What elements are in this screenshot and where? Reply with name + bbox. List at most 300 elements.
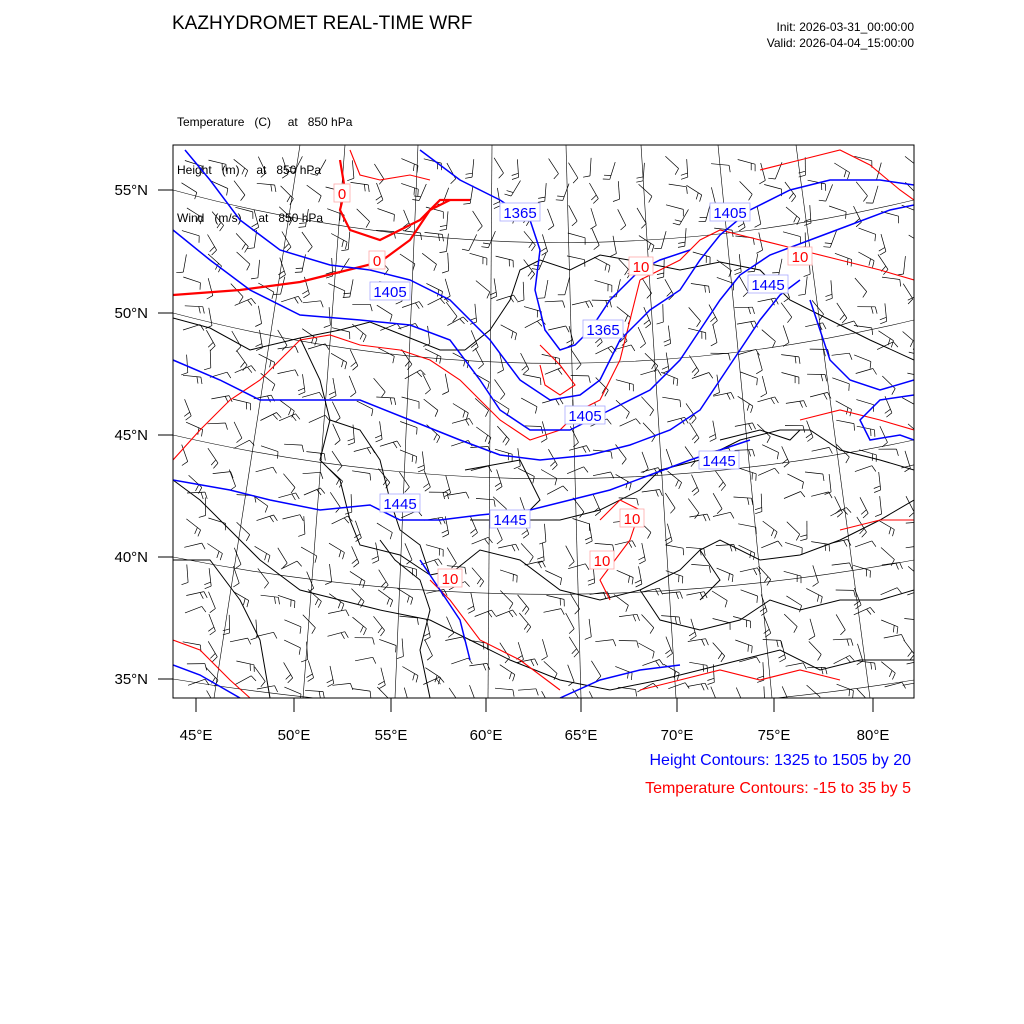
wind-barb bbox=[620, 419, 636, 427]
wind-barb bbox=[496, 256, 513, 260]
wind-barb bbox=[665, 493, 675, 508]
wind-barb bbox=[786, 401, 804, 404]
wind-barb-feather bbox=[873, 261, 875, 268]
wind-barb-feather bbox=[247, 264, 250, 270]
wind-barb-feather bbox=[905, 468, 911, 472]
wind-barb-feather bbox=[825, 544, 826, 551]
wind-barb-feather bbox=[439, 234, 440, 241]
wind-barb-feather bbox=[469, 419, 473, 425]
wind-barb-feather bbox=[607, 419, 611, 424]
wind-barb-feather bbox=[710, 438, 716, 441]
wind-barb bbox=[449, 688, 459, 703]
wind-barb-feather bbox=[557, 196, 564, 197]
wind-barb-feather bbox=[846, 508, 851, 513]
wind-barb-feather bbox=[639, 561, 645, 564]
wind-barb-feather bbox=[275, 597, 276, 604]
wind-barb-feather bbox=[200, 218, 202, 225]
wind-barb-feather bbox=[844, 540, 847, 546]
wind-barb-feather bbox=[425, 390, 430, 395]
wind-barb-feather bbox=[555, 479, 557, 486]
wind-barb bbox=[667, 524, 672, 541]
wind-barb bbox=[304, 516, 305, 534]
wind-barb-feather bbox=[777, 452, 778, 459]
wind-barb-feather bbox=[605, 264, 607, 271]
wind-barb-feather bbox=[675, 617, 676, 624]
wind-barb-feather bbox=[247, 248, 254, 249]
wind-barb bbox=[302, 232, 312, 247]
wind-barb-feather bbox=[292, 415, 296, 421]
wind-barb-feather bbox=[757, 568, 760, 574]
wind-barb bbox=[278, 370, 296, 374]
wind-barb bbox=[566, 546, 575, 562]
wind-barb-feather bbox=[586, 541, 592, 544]
wind-barb bbox=[830, 230, 836, 247]
wind-barb bbox=[255, 546, 270, 555]
wind-barb bbox=[279, 207, 292, 219]
wind-barb bbox=[349, 376, 356, 393]
wind-barb-feather bbox=[343, 297, 350, 298]
wind-barb bbox=[235, 676, 251, 685]
wind-barb-feather bbox=[278, 452, 279, 459]
wind-barb bbox=[428, 297, 444, 305]
wind-barb bbox=[713, 325, 717, 343]
wind-barb-feather bbox=[312, 628, 316, 634]
height-label: 1365 bbox=[503, 205, 537, 222]
wind-barb-feather bbox=[700, 195, 702, 202]
wind-barb-feather bbox=[381, 582, 386, 587]
wind-barb bbox=[904, 619, 922, 621]
wind-barb-feather bbox=[756, 527, 757, 534]
wind-barb-feather bbox=[494, 206, 500, 209]
temperature-label: 10 bbox=[593, 553, 611, 570]
wind-barb-feather bbox=[749, 450, 751, 457]
wind-barb bbox=[832, 353, 850, 355]
wind-barb-feather bbox=[863, 292, 867, 298]
wind-barb-feather bbox=[719, 482, 724, 487]
wind-barb-feather bbox=[595, 511, 600, 515]
wind-barb-feather bbox=[924, 292, 929, 297]
wind-barb-feather bbox=[588, 579, 595, 581]
wind-barb bbox=[331, 353, 347, 362]
wind-barb-feather bbox=[675, 169, 678, 175]
wind-barb bbox=[208, 448, 218, 463]
wind-barb-feather bbox=[667, 653, 673, 657]
wind-barb-feather bbox=[650, 628, 654, 634]
field-temperature: Temperature (C) at 850 hPa bbox=[177, 115, 353, 129]
wind-barb-feather bbox=[729, 354, 731, 361]
wind-barb bbox=[613, 236, 616, 254]
wind-barb-feather bbox=[440, 677, 444, 682]
wind-barb bbox=[331, 234, 347, 243]
wind-barb-feather bbox=[378, 681, 384, 684]
wind-barb-feather bbox=[585, 564, 589, 570]
wind-barb-feather bbox=[893, 625, 894, 632]
wind-barb bbox=[787, 522, 800, 535]
wind-barb-feather bbox=[749, 307, 751, 314]
wind-barb-feather bbox=[924, 589, 928, 595]
wind-barb-feather bbox=[509, 603, 513, 609]
wind-barb-feather bbox=[386, 700, 390, 706]
wind-barb-feather bbox=[637, 499, 639, 506]
wind-barb bbox=[856, 400, 873, 405]
wind-barb bbox=[855, 541, 872, 547]
lon-label: 80°E bbox=[856, 727, 890, 744]
wind-barb-feather bbox=[754, 569, 757, 575]
wind-barb-feather bbox=[268, 556, 270, 563]
wind-barb-feather bbox=[649, 196, 652, 202]
wind-barb bbox=[236, 661, 254, 665]
wind-barb bbox=[210, 350, 211, 368]
wind-barb-feather bbox=[610, 254, 616, 257]
wind-barb-feather bbox=[863, 513, 868, 518]
wind-barb-feather bbox=[753, 450, 755, 457]
wind-barb-feather bbox=[209, 703, 214, 708]
wind-barb-feather bbox=[608, 348, 613, 353]
wind-barb-feather bbox=[512, 177, 519, 179]
wind-barb-feather bbox=[542, 561, 545, 567]
wind-barb bbox=[834, 163, 849, 173]
wind-barb-feather bbox=[918, 212, 919, 219]
wind-barb bbox=[521, 543, 533, 556]
wind-barb-feather bbox=[529, 242, 533, 248]
wind-barb-feather bbox=[731, 512, 734, 518]
wind-barb bbox=[735, 640, 752, 646]
wind-barb-feather bbox=[378, 627, 382, 633]
wind-barb-feather bbox=[919, 436, 922, 442]
wind-barb bbox=[425, 668, 440, 678]
wind-barb-feather bbox=[861, 510, 866, 515]
wind-barb-feather bbox=[792, 196, 796, 202]
temperature-label: 10 bbox=[632, 259, 650, 276]
wind-barb bbox=[548, 326, 566, 330]
wind-barb-feather bbox=[708, 682, 715, 684]
wind-barb bbox=[189, 475, 202, 487]
wind-barb-feather bbox=[692, 418, 697, 423]
wind-barb-feather bbox=[440, 229, 447, 230]
wind-barb bbox=[357, 209, 370, 222]
wind-barb-feather bbox=[583, 176, 590, 177]
height-label: 1445 bbox=[702, 453, 736, 470]
wind-barb-feather bbox=[908, 651, 912, 656]
wind-barb bbox=[829, 474, 831, 492]
wind-barb bbox=[734, 497, 752, 498]
wind-barb bbox=[854, 355, 871, 362]
wind-barb-feather bbox=[370, 474, 371, 481]
wind-barb-feather bbox=[799, 357, 800, 364]
wind-barb-feather bbox=[664, 343, 670, 346]
wind-barb-feather bbox=[542, 252, 548, 256]
wind-barb-feather bbox=[337, 466, 342, 471]
wind-barb-feather bbox=[897, 449, 899, 456]
wind-barb bbox=[500, 570, 517, 576]
wind-barb-feather bbox=[531, 245, 535, 251]
wind-barb-feather bbox=[472, 533, 478, 537]
wind-barb-feather bbox=[513, 675, 515, 682]
wind-barb-feather bbox=[273, 467, 277, 473]
wind-barb-feather bbox=[758, 704, 765, 706]
wind-barb bbox=[784, 571, 801, 576]
wind-barb bbox=[278, 595, 295, 601]
wind-barb bbox=[878, 255, 888, 270]
wind-barb bbox=[281, 561, 297, 569]
wind-barb-feather bbox=[563, 486, 568, 491]
wind-barb bbox=[786, 207, 800, 219]
wind-barb-feather bbox=[727, 393, 730, 399]
wind-barb-feather bbox=[840, 315, 845, 320]
wind-barb-feather bbox=[352, 559, 357, 563]
wind-barb bbox=[182, 183, 197, 193]
wind-barb bbox=[829, 206, 846, 212]
wind-barb bbox=[903, 284, 913, 299]
wind-barb-feather bbox=[764, 629, 770, 633]
wind-barb-feather bbox=[657, 273, 664, 275]
wind-barb-feather bbox=[692, 435, 697, 440]
wind-barb-feather bbox=[460, 319, 465, 324]
wind-barb bbox=[881, 588, 898, 595]
wind-barb bbox=[713, 664, 714, 682]
wind-barb bbox=[858, 252, 874, 261]
wind-barb-feather bbox=[282, 174, 288, 178]
wind-barb-feather bbox=[806, 434, 812, 438]
wind-barb bbox=[284, 662, 293, 678]
wind-barb bbox=[284, 687, 301, 694]
wind-barb-feather bbox=[418, 189, 419, 196]
wind-barb-feather bbox=[807, 437, 813, 441]
wind-barb-feather bbox=[208, 627, 214, 631]
wind-barb bbox=[713, 619, 730, 623]
wind-barb-feather bbox=[865, 702, 869, 708]
wind-barb bbox=[350, 571, 365, 581]
wind-barb-feather bbox=[298, 388, 304, 391]
wind-barb bbox=[856, 182, 867, 196]
wind-barb bbox=[879, 520, 895, 529]
wind-barb-feather bbox=[344, 518, 349, 523]
wind-barb-feather bbox=[585, 537, 591, 540]
wind-barb-feather bbox=[478, 364, 483, 369]
wind-barb-feather bbox=[300, 627, 301, 634]
temperature-label: 10 bbox=[623, 511, 641, 528]
wind-barb-feather bbox=[200, 593, 203, 599]
wind-barb-feather bbox=[372, 556, 378, 559]
wind-barb-feather bbox=[297, 561, 302, 566]
plot-frame bbox=[173, 145, 914, 698]
wind-barb-feather bbox=[577, 364, 582, 369]
wind-barb bbox=[399, 565, 416, 570]
temperature-label: 10 bbox=[791, 249, 809, 266]
wind-barb-feather bbox=[345, 632, 349, 638]
wind-barb-feather bbox=[748, 645, 749, 652]
wind-barb-feather bbox=[363, 581, 365, 588]
wind-barb bbox=[686, 547, 704, 549]
height-label: 1405 bbox=[713, 205, 747, 222]
wind-barb-feather bbox=[875, 663, 876, 670]
wind-barb bbox=[781, 355, 799, 357]
wind-barb-feather bbox=[757, 680, 764, 682]
wind-barb-feather bbox=[267, 396, 270, 402]
wind-barb-feather bbox=[208, 342, 213, 347]
wind-barb-feather bbox=[657, 322, 664, 324]
wind-barb bbox=[518, 689, 536, 690]
wind-barb-feather bbox=[202, 543, 205, 549]
graticule bbox=[173, 145, 914, 710]
lon-label: 65°E bbox=[564, 727, 598, 744]
wind-barb bbox=[836, 401, 852, 410]
wind-barb bbox=[233, 591, 249, 600]
wind-barb bbox=[282, 157, 288, 174]
wind-barb-feather bbox=[875, 307, 877, 314]
wind-barb bbox=[188, 679, 205, 685]
wind-barb bbox=[907, 589, 924, 595]
wind-barb bbox=[472, 568, 484, 582]
wind-barb-feather bbox=[419, 302, 423, 308]
wind-barb bbox=[638, 327, 646, 343]
wind-barb bbox=[616, 474, 632, 483]
wind-barb-feather bbox=[757, 596, 758, 603]
wind-barb bbox=[476, 427, 491, 438]
wind-barb bbox=[736, 688, 743, 705]
wind-barb-feather bbox=[631, 345, 635, 351]
wind-barb bbox=[281, 186, 294, 199]
wind-barb bbox=[328, 283, 344, 290]
wind-barb-feather bbox=[335, 440, 340, 445]
wind-barb-feather bbox=[477, 578, 481, 584]
wind-barb bbox=[545, 183, 546, 201]
wind-barb-feather bbox=[264, 583, 268, 589]
wind-barb-feather bbox=[867, 609, 871, 614]
wind-barb bbox=[258, 568, 269, 582]
wind-barb bbox=[206, 330, 215, 346]
wind-barb bbox=[257, 686, 275, 689]
wind-barb-feather bbox=[505, 440, 509, 446]
wind-barb-feather bbox=[924, 660, 927, 666]
wind-barb bbox=[688, 639, 706, 642]
wind-barb-feather bbox=[664, 339, 671, 342]
wind-barb-feather bbox=[694, 438, 699, 443]
wind-barb-feather bbox=[390, 600, 393, 607]
wind-barb bbox=[758, 353, 763, 370]
wind-barb-feather bbox=[324, 325, 331, 327]
wind-barb-feather bbox=[447, 492, 449, 499]
wind-barb bbox=[781, 303, 792, 318]
wind-barb-feather bbox=[829, 544, 830, 551]
wind-barb bbox=[784, 614, 797, 627]
wind-barb bbox=[782, 373, 799, 378]
wind-barb-feather bbox=[846, 212, 847, 219]
wind-barb-feather bbox=[295, 346, 298, 353]
wind-barb-feather bbox=[291, 488, 295, 494]
wind-barb-feather bbox=[413, 164, 414, 171]
wind-barb-feather bbox=[611, 472, 614, 478]
wind-barb bbox=[258, 260, 260, 278]
temperature-contours bbox=[173, 150, 914, 698]
wind-barb bbox=[447, 548, 456, 564]
wind-barb bbox=[328, 632, 345, 637]
wind-barb bbox=[762, 330, 776, 342]
wind-barb-feather bbox=[271, 185, 272, 192]
wind-barb-feather bbox=[572, 649, 577, 654]
wind-barb-feather bbox=[255, 324, 261, 327]
wind-barb-feather bbox=[917, 683, 920, 689]
wind-barb-feather bbox=[373, 657, 376, 663]
wind-barb-feather bbox=[799, 175, 806, 177]
wind-barb bbox=[571, 349, 581, 364]
wind-barb bbox=[764, 686, 765, 704]
wind-barb bbox=[595, 543, 613, 545]
wind-barb-feather bbox=[753, 307, 755, 314]
wind-barb-feather bbox=[636, 584, 642, 587]
wind-barb-feather bbox=[854, 601, 860, 605]
wind-barb-feather bbox=[393, 356, 395, 363]
wind-barb-feather bbox=[800, 606, 802, 613]
wind-barb bbox=[836, 614, 845, 630]
wind-barb bbox=[568, 233, 585, 238]
wind-barb-feather bbox=[270, 516, 274, 522]
wind-barb-feather bbox=[743, 292, 748, 297]
wind-barb-feather bbox=[512, 173, 519, 175]
wind-barb-feather bbox=[687, 187, 688, 194]
wind-barb-feather bbox=[530, 557, 534, 563]
wind-barb bbox=[855, 466, 872, 472]
wind-barb bbox=[333, 378, 336, 396]
wind-barb bbox=[473, 211, 483, 226]
wind-barb-feather bbox=[251, 298, 255, 304]
wind-barb-feather bbox=[649, 243, 651, 250]
wind-barb-feather bbox=[226, 423, 228, 430]
wind-barb-feather bbox=[636, 690, 637, 697]
wind-barb bbox=[693, 252, 710, 257]
wind-barb-feather bbox=[338, 602, 340, 609]
wind-barb-feather bbox=[609, 266, 611, 273]
wind-barb-feather bbox=[245, 171, 248, 177]
wind-barb-feather bbox=[527, 627, 531, 633]
wind-barb-feather bbox=[869, 259, 871, 266]
wind-barb bbox=[333, 424, 341, 440]
wind-barb-feather bbox=[490, 296, 496, 299]
wind-barb-feather bbox=[203, 307, 205, 314]
wind-barb bbox=[782, 446, 790, 462]
wind-barb bbox=[738, 160, 755, 165]
wind-barb-feather bbox=[779, 655, 785, 658]
wind-barb-feather bbox=[870, 607, 875, 613]
latitude-ticks bbox=[158, 190, 173, 679]
wind-barb-feather bbox=[440, 252, 447, 253]
wind-barb-feather bbox=[393, 442, 397, 448]
wind-barb bbox=[903, 682, 921, 685]
wind-barb-feather bbox=[204, 592, 207, 598]
wind-barb bbox=[902, 398, 918, 407]
wind-barb bbox=[589, 691, 597, 707]
wind-barb-feather bbox=[755, 508, 762, 510]
wind-barb-feather bbox=[217, 222, 221, 228]
wind-barb-feather bbox=[220, 225, 224, 231]
wind-barb-feather bbox=[875, 514, 882, 517]
wind-barb bbox=[855, 278, 867, 292]
wind-barb-feather bbox=[345, 242, 347, 249]
wind-barb bbox=[661, 231, 666, 248]
wind-barb-feather bbox=[914, 195, 918, 201]
wind-barb bbox=[352, 160, 354, 178]
wind-barb-feather bbox=[759, 180, 765, 184]
wind-barb bbox=[687, 185, 702, 195]
wind-barb bbox=[398, 588, 413, 598]
wind-barb-feather bbox=[900, 280, 901, 287]
wind-barb bbox=[401, 183, 418, 189]
wind-barb-feather bbox=[920, 294, 925, 299]
wind-barb-feather bbox=[813, 583, 819, 587]
wind-barb-feather bbox=[902, 635, 905, 641]
wind-barb-feather bbox=[463, 411, 465, 418]
wind-barb-feather bbox=[652, 363, 655, 369]
